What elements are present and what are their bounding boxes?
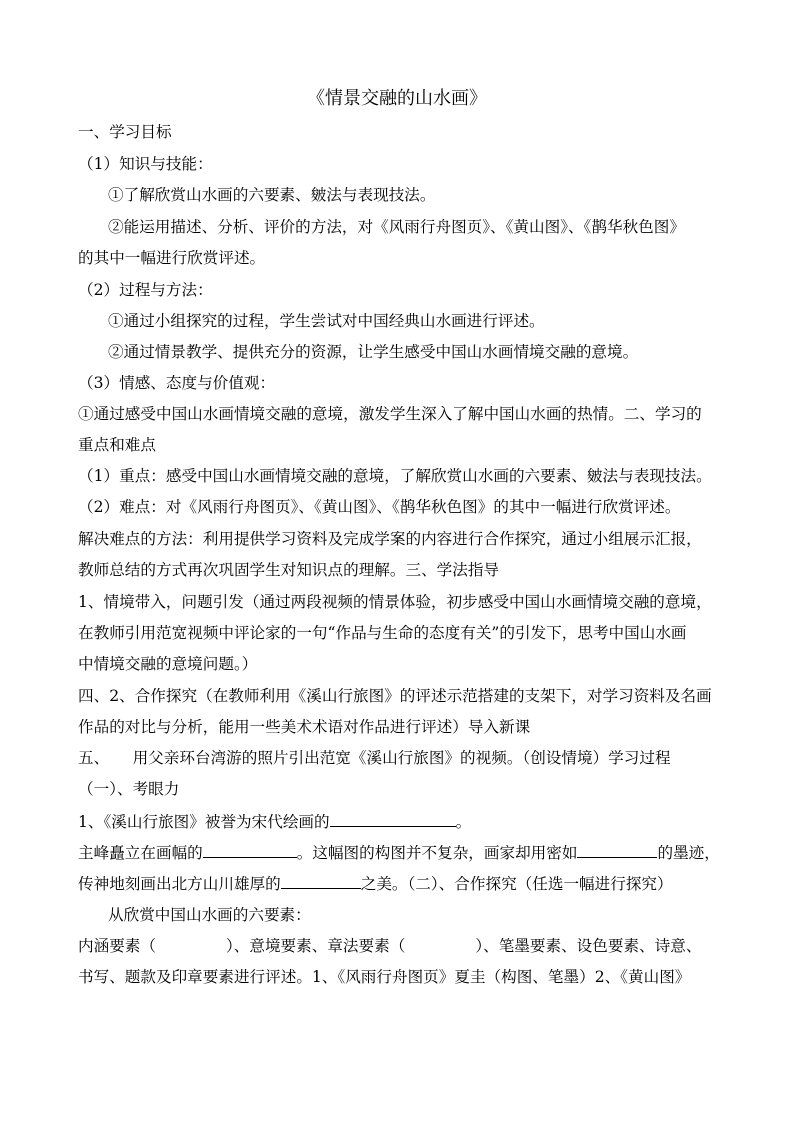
text-line: ②通过情景教学、提供充分的资源，让学生感受中国山水画情境交融的意境。 xyxy=(108,343,639,361)
fill-text: 1、《溪山行旅图》被誉为宋代绘画的 xyxy=(78,813,330,831)
fill-text: 。 xyxy=(455,813,472,831)
fill-in-line xyxy=(78,841,720,864)
text-line: 1、情境带入，问题引发（通过两段视频的情景体验，初步感受中国山水画情境交融的意境， xyxy=(78,593,712,611)
text-line: 从欣赏中国山水画的六要素： xyxy=(108,906,311,924)
fill-text: ）、笔墨要素、设色要素、诗意、 xyxy=(475,937,702,955)
document-title: 《情景交融的山水画》 xyxy=(307,88,487,109)
text-line: ①通过小组探究的过程，学生尝试对中国经典山水画进行评述。 xyxy=(108,312,545,330)
fill-text: 主峰矗立在画幅的 xyxy=(78,844,203,862)
text-line: 书写、题款及印章要素进行评述。1、《风雨行舟图页》夏圭（构图、笔墨）2、《黄山图》 xyxy=(78,968,691,986)
section-heading-learning-goals: 一、学习目标 xyxy=(78,123,172,141)
text-line: 重点和难点 xyxy=(78,436,156,454)
blank-field[interactable] xyxy=(203,841,297,858)
text-line: 四、2、合作探究（在教师利用《溪山行旅图》的评述示范搭建的支架下，对学习资料及名画 xyxy=(78,687,712,705)
blank-field[interactable] xyxy=(330,810,456,827)
blank-field[interactable] xyxy=(281,872,361,889)
fill-in-line xyxy=(78,810,471,833)
text-line: ①通过感受中国山水画情境交融的意境，激发学生深入了解中国山水画的热情。二、学习的 xyxy=(78,405,702,423)
fill-text: ）、意境要素、章法要素（ xyxy=(225,937,406,955)
fill-text: 的墨迹， xyxy=(657,844,720,862)
text-line: ②能运用描述、分析、评价的方法，对《风雨行舟图页》、《黄山图》、《鹊华秋色图》 xyxy=(108,218,685,236)
fill-in-line xyxy=(78,872,673,895)
text-line: ①了解欣赏山水画的六要素、皴法与表现技法。 xyxy=(108,186,436,204)
text-line: 解决难点的方法：利用提供学习资料及完成学案的内容进行合作探究，通过小组展示汇报， xyxy=(78,530,702,548)
subheading-emotion-values: （3）情感、态度与价值观： xyxy=(78,374,276,392)
subheading-knowledge-skills: （1）知识与技能： xyxy=(78,155,213,173)
fill-text: 传神地刻画出北方山川雄厚的 xyxy=(78,875,281,893)
text-line: 的其中一幅进行欣赏评述。 xyxy=(78,249,266,267)
subheading-process-methods: （2）过程与方法： xyxy=(78,281,213,299)
text-line: （1）重点：感受中国山水画情境交融的意境，了解欣赏山水画的六要素、皴法与表现技法。 xyxy=(78,467,712,485)
text-line: 教师总结的方式再次巩固学生对知识点的理解。三、学法指导 xyxy=(78,561,500,579)
fill-text: 之美。（二）、合作探究（任选一幅进行探究） xyxy=(360,875,673,893)
fill-in-line xyxy=(78,935,701,957)
text-line: 中情境交融的意境问题。） xyxy=(78,655,258,673)
blank-field[interactable] xyxy=(577,841,657,858)
fill-text: 内涵要素（ xyxy=(78,937,156,955)
fill-text: 。这幅图的构图并不复杂，画家却用密如 xyxy=(296,844,578,862)
text-line: 在教师引用范宽视频中评论家的一句“作品与生命的态度有关”的引发下，思考中国山水画 xyxy=(78,624,687,642)
text-line: 五、 用父亲环台湾游的照片引出范宽《溪山行旅图》的视频。（创设情境）学习过程 xyxy=(78,749,671,767)
text-line: 作品的对比与分析，能用一些美术术语对作品进行评述）导入新课 xyxy=(78,718,531,736)
text-line: （2）难点：对《风雨行舟图页》、《黄山图》、《鹊华秋色图》的其中一幅进行欣赏评述。 xyxy=(78,498,681,516)
subheading-observation: （一）、考眼力 xyxy=(78,780,180,798)
